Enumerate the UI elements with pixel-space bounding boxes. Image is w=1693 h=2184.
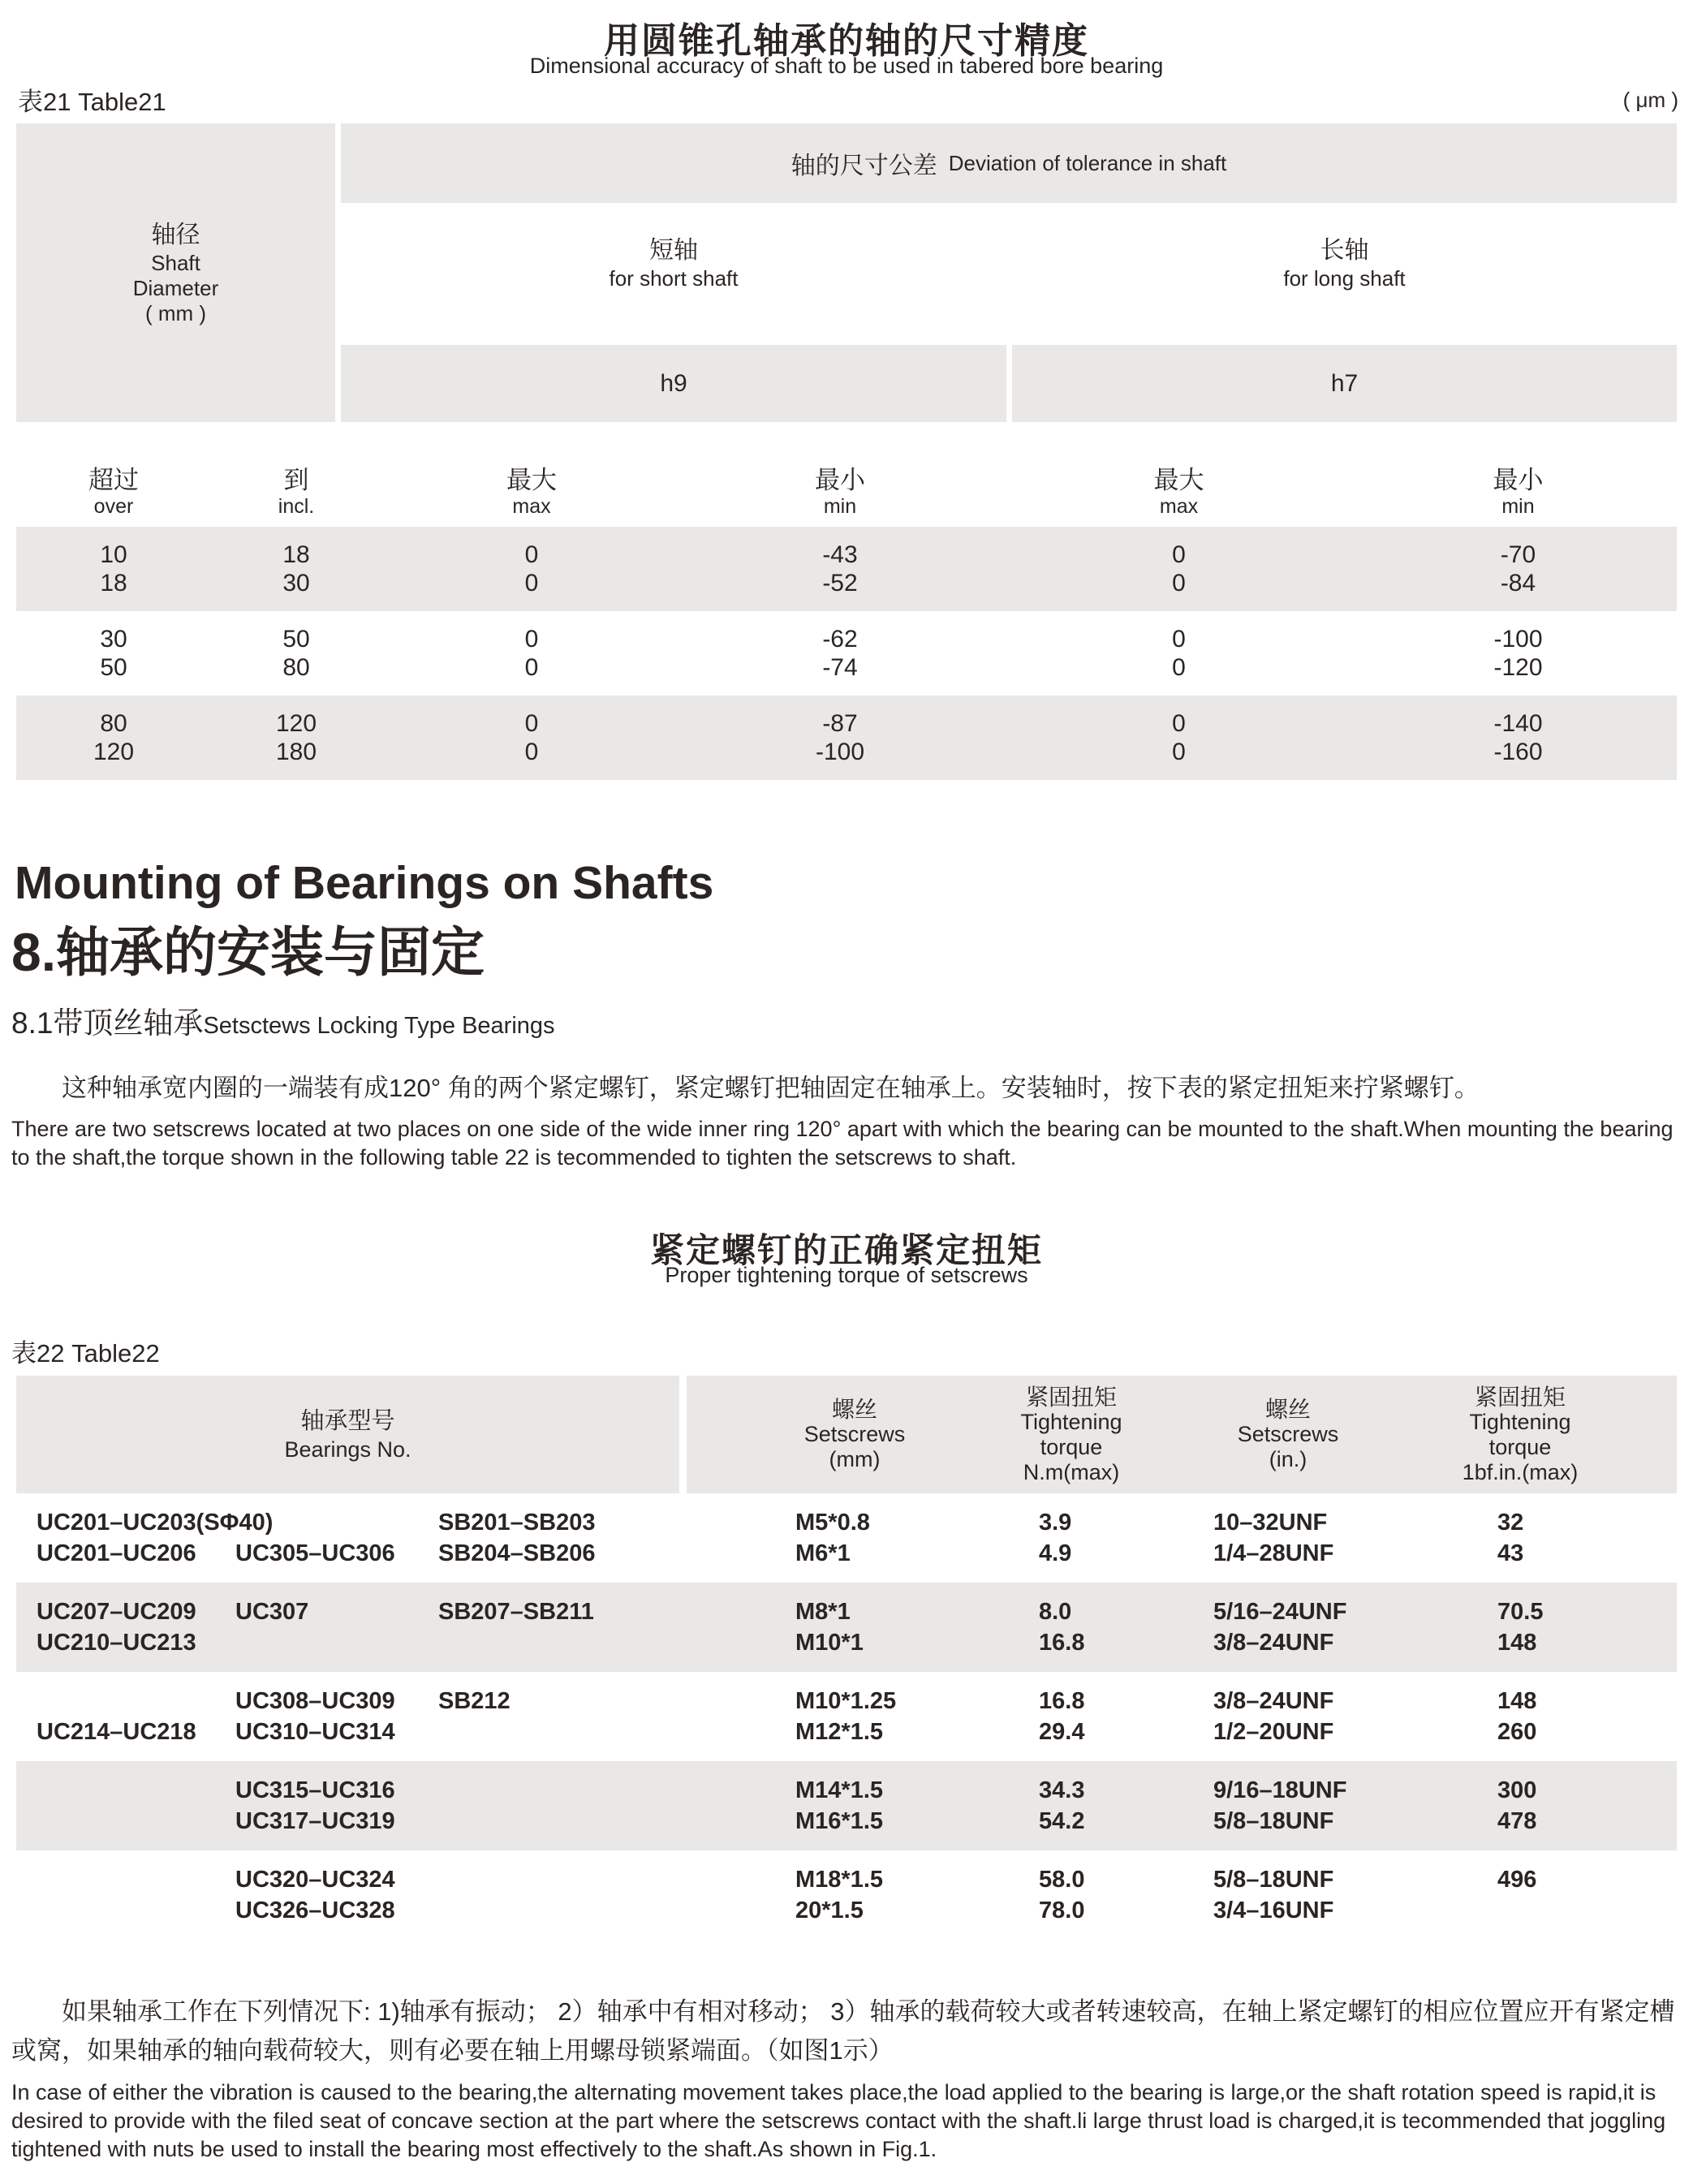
table-cell: 496 <box>1497 1867 1537 1893</box>
table-cell: 3/8–24UNF <box>1213 1630 1334 1656</box>
table-cell: UC320–UC324 <box>235 1867 395 1893</box>
short-shaft-en: for short shaft <box>609 266 739 291</box>
table-cell: SB212 <box>438 1688 510 1714</box>
table-row <box>16 625 1677 653</box>
table-row <box>16 738 1677 766</box>
long-shaft-en: for long shaft <box>1283 266 1406 291</box>
table-cell: M12*1.5 <box>795 1719 884 1745</box>
table-cell: 300 <box>1497 1777 1537 1803</box>
table-cell: 50 <box>100 654 127 681</box>
table-cell: 260 <box>1497 1719 1537 1745</box>
table-cell <box>438 1775 795 1806</box>
table-cell: UC305–UC306 <box>235 1540 395 1566</box>
subsection-heading <box>11 998 555 1042</box>
table-cell: -84 <box>1500 570 1536 597</box>
table-cell: 16.8 <box>1039 1688 1085 1714</box>
table-cell: -140 <box>1493 710 1543 737</box>
table-cell: 1/2–20UNF <box>1213 1719 1334 1745</box>
setscrew-paragraph-en: There are two setscrews located at two places on one side of the wide inner ring 120° apart with which the bearing can be mounted to the shaft.When mounting the bearing to the shaft,the torque shown in the following table 22 is tecommended to tighten the setscrews to shaft. <box>11 1117 1674 1170</box>
table-cell: 29.4 <box>1039 1719 1085 1745</box>
table-cell: 0 <box>1172 570 1186 597</box>
table21-body <box>16 527 1677 780</box>
table-cell: 180 <box>275 739 317 765</box>
table-cell: -160 <box>1493 739 1543 765</box>
setscrew-paragraph-cjk: 这种轴承宽内圈的一端装有成120° 角的两个紧定螺钉，紧定螺钉把轴固定在轴承上。安装轴时，按下表的紧定扭矩来拧紧螺钉。 <box>62 1074 1480 1102</box>
table-row <box>16 569 1677 597</box>
table-cell: -43 <box>822 541 858 568</box>
table-row <box>16 1686 1677 1717</box>
table-cell: SB201–SB203 <box>438 1510 596 1536</box>
table22-values-header <box>687 1376 1677 1493</box>
table-cell: -70 <box>1500 541 1536 568</box>
footer-paragraph-cjk: 如果轴承工作在下列情况下: 1)轴承有振动； 2）轴承中有相对移动； 3）轴承的载荷较大或者转速较高，在轴上紧定螺钉的相应位置应开有紧定槽或窝，如果轴承的轴向载荷较大，则有必要在轴上用螺母锁紧端面。（如图1示） <box>11 1997 1675 2065</box>
table-cell: SB204–SB206 <box>438 1540 596 1566</box>
table21-deviation-header <box>341 123 1677 203</box>
shaft-diameter-en-2: Diameter <box>132 275 219 300</box>
table-cell: 78.0 <box>1039 1898 1085 1923</box>
table-cell: 5/16–24UNF <box>1213 1599 1347 1625</box>
table-cell: 5/8–18UNF <box>1213 1867 1334 1893</box>
table-cell <box>16 1806 235 1837</box>
table-cell: 3/4–16UNF <box>1213 1898 1334 1923</box>
page-subtitle: Dimensional accuracy of shaft to be used in tabered bore bearing <box>529 54 1164 78</box>
table-cell: 1/4–28UNF <box>1213 1540 1334 1566</box>
colhead-h9-max: 最大 max <box>506 466 557 518</box>
colhead-incl: 到 incl. <box>278 466 315 518</box>
colhead-h9-min: 最小 min <box>815 466 865 518</box>
colhead-h7-max: 最大 max <box>1153 466 1204 518</box>
table-cell: 43 <box>1497 1540 1524 1566</box>
table-cell: 0 <box>524 654 539 681</box>
table-cell: 3.9 <box>1039 1510 1072 1536</box>
table-cell: 70.5 <box>1497 1599 1544 1625</box>
table-cell: 0 <box>524 739 539 765</box>
table-cell: 58.0 <box>1039 1867 1085 1893</box>
colhead-over: 超过 over <box>88 466 139 518</box>
colhead-torque-lbfin: 紧固扭矩 Tightening torque 1bf.in.(max) <box>1462 1384 1579 1484</box>
table-row-band <box>16 1493 1677 1583</box>
table-cell <box>438 1895 795 1926</box>
table-row <box>16 1538 1677 1569</box>
footer-paragraph <box>11 1992 1682 2164</box>
table-cell: -100 <box>1493 626 1543 653</box>
table-cell: 18 <box>282 541 310 568</box>
table-cell: 32 <box>1497 1510 1524 1536</box>
table-cell <box>16 1895 235 1926</box>
colhead-h7-min: 最小 min <box>1493 466 1544 518</box>
table-cell: UC326–UC328 <box>235 1898 395 1923</box>
table-cell: UC210–UC213 <box>37 1630 196 1656</box>
table-cell: UC310–UC314 <box>235 1719 395 1745</box>
table-cell <box>235 1507 438 1538</box>
table21-short-shaft-header <box>341 235 1006 291</box>
table-cell: M14*1.5 <box>795 1777 884 1803</box>
bearings-no-cjk: 轴承型号 <box>300 1408 395 1434</box>
table-cell: 0 <box>524 570 539 597</box>
table-cell: UC207–UC209 <box>37 1599 196 1625</box>
table-cell: -62 <box>822 626 858 653</box>
table-cell: -74 <box>822 654 858 681</box>
table-cell <box>16 1775 235 1806</box>
table-cell: 120 <box>275 710 317 737</box>
table-cell: -87 <box>822 710 858 737</box>
table-cell <box>1497 1895 1677 1926</box>
colhead-setscrews-in: 螺丝 Setscrews (in.) <box>1237 1397 1339 1471</box>
table-cell: 0 <box>524 541 539 568</box>
table-cell: -100 <box>815 739 865 765</box>
short-shaft-cjk: 短轴 <box>649 237 698 264</box>
table-row <box>16 653 1677 682</box>
section-heading-cjk: 8.轴承的安装与固定 <box>11 922 485 982</box>
table-cell: UC308–UC309 <box>235 1688 395 1714</box>
table-row-band <box>16 1761 1677 1850</box>
table-cell <box>438 1627 795 1658</box>
table-cell: 0 <box>1172 654 1186 681</box>
table-cell: 0 <box>524 710 539 737</box>
table-cell: SB207–SB211 <box>438 1599 594 1625</box>
table-row <box>16 1717 1677 1747</box>
table-cell: 5/8–18UNF <box>1213 1808 1334 1834</box>
long-shaft-cjk: 长轴 <box>1320 237 1369 264</box>
table-cell: M18*1.5 <box>795 1867 884 1893</box>
table-row <box>16 1507 1677 1538</box>
table-row-band <box>16 1672 1677 1761</box>
table-cell: -120 <box>1493 654 1543 681</box>
table-cell: -52 <box>822 570 858 597</box>
deviation-cjk: 轴的尺寸公差 <box>790 153 937 179</box>
colhead-setscrews-mm: 螺丝 Setscrews (mm) <box>803 1397 906 1471</box>
table-cell: 0 <box>524 626 539 653</box>
table-row <box>16 1895 1677 1926</box>
table21 <box>16 123 1677 785</box>
table-cell <box>438 1806 795 1837</box>
table-cell: M8*1 <box>795 1599 851 1625</box>
table-cell: 148 <box>1497 1630 1537 1656</box>
table-cell <box>16 1864 235 1895</box>
table-cell: 0 <box>1172 541 1186 568</box>
table-cell: 9/16–18UNF <box>1213 1777 1347 1803</box>
table-row <box>16 1627 1677 1658</box>
table-cell: 0 <box>1172 626 1186 653</box>
table-cell: 18 <box>100 570 127 597</box>
table-cell <box>438 1864 795 1895</box>
table-cell: 478 <box>1497 1808 1537 1834</box>
table-row <box>16 1806 1677 1837</box>
table22-bearings-header <box>16 1376 679 1493</box>
table-cell: 3/8–24UNF <box>1213 1688 1334 1714</box>
table-cell: 34.3 <box>1039 1777 1085 1803</box>
bearings-no-en: Bearings No. <box>284 1437 411 1462</box>
table-row <box>16 1596 1677 1627</box>
table-cell: UC201–UC203(SΦ40) <box>37 1510 274 1536</box>
page-title: 用圆锥孔轴承的轴的尺寸精度 <box>604 21 1089 61</box>
table22-title-cjk: 紧定螺钉的正确紧定扭矩 <box>649 1231 1043 1269</box>
table-cell: UC214–UC218 <box>37 1719 196 1745</box>
footer-paragraph-en: In case of either the vibration is caused to the bearing,the alternating movement takes place,the load applied to the bearing is large,or the shaft rotation speed is rapid,it is desired to provide with the filed seat of concave section at the part where the setscrews contact with the shaft.li large thrust load is charged,it is tecommended that joggling tightened with nuts be used to install the bearing most effectively to the shaft.As shown in Fig.1. <box>11 2080 1666 2161</box>
table-row-band <box>16 696 1677 780</box>
colhead-torque-nm: 紧固扭矩 Tightening torque N.m(max) <box>1020 1384 1122 1484</box>
table21-long-shaft-header <box>1012 235 1677 291</box>
table-cell <box>438 1717 795 1747</box>
table21-grade-h7: h7 <box>1012 345 1677 422</box>
table-cell: 50 <box>282 626 310 653</box>
table-row <box>16 709 1677 738</box>
table-cell: M5*0.8 <box>795 1510 870 1536</box>
table-cell: UC317–UC319 <box>235 1808 395 1834</box>
table-cell: M6*1 <box>795 1540 851 1566</box>
table-cell: 80 <box>282 654 310 681</box>
table21-label: 表21 Table21 <box>18 88 166 116</box>
subsection-en: Setsctews Locking Type Bearings <box>203 1013 555 1039</box>
table-row <box>16 541 1677 569</box>
subsection-cjk: 8.1带顶丝轴承 <box>11 1006 204 1040</box>
table-row <box>16 1864 1677 1895</box>
table-cell: 0 <box>1172 739 1186 765</box>
table-cell: UC315–UC316 <box>235 1777 395 1803</box>
table-cell: M10*1 <box>795 1630 864 1656</box>
section-heading-en: Mounting of Bearings on Shafts <box>15 857 714 909</box>
table-cell: 4.9 <box>1039 1540 1072 1566</box>
setscrew-paragraph <box>11 1070 1682 1172</box>
table-cell: 30 <box>100 626 127 653</box>
shaft-diameter-cjk: 轴径 <box>151 221 200 248</box>
table21-shaft-diameter-header <box>16 123 335 422</box>
table-row-band <box>16 1583 1677 1672</box>
table21-grade-h9: h9 <box>341 345 1006 422</box>
table-cell: M10*1.25 <box>795 1688 897 1714</box>
table-cell: 20*1.5 <box>795 1898 864 1923</box>
table-cell: 16.8 <box>1039 1630 1085 1656</box>
table-cell: UC307 <box>235 1599 309 1625</box>
table-row <box>16 1775 1677 1806</box>
table-row-band <box>16 611 1677 696</box>
table-cell: 120 <box>93 739 135 765</box>
table21-unit: ( μm ) <box>1622 88 1678 112</box>
table-cell: 8.0 <box>1039 1599 1072 1625</box>
table-cell: 0 <box>1172 710 1186 737</box>
shaft-diameter-en-1: Shaft <box>151 250 200 275</box>
table-cell <box>235 1627 438 1658</box>
table-cell: 10–32UNF <box>1213 1510 1328 1536</box>
table-cell: 54.2 <box>1039 1808 1085 1834</box>
table-row-band <box>16 1850 1677 1940</box>
table-cell: 148 <box>1497 1688 1537 1714</box>
table22-label: 表22 Table22 <box>11 1339 160 1368</box>
table-row-band <box>16 527 1677 611</box>
table-cell: 80 <box>100 710 127 737</box>
table-cell: M16*1.5 <box>795 1808 884 1834</box>
table-cell: 10 <box>100 541 127 568</box>
table22-title-en: Proper tightening torque of setscrews <box>665 1263 1028 1287</box>
table-cell: UC201–UC206 <box>37 1540 196 1566</box>
deviation-en: Deviation of tolerance in shaft <box>948 150 1227 175</box>
table21-column-headers <box>16 465 1677 518</box>
table-cell: 30 <box>282 570 310 597</box>
table-cell <box>16 1686 235 1717</box>
shaft-diameter-unit: ( mm ) <box>144 300 207 325</box>
table22-body <box>16 1493 1677 1940</box>
